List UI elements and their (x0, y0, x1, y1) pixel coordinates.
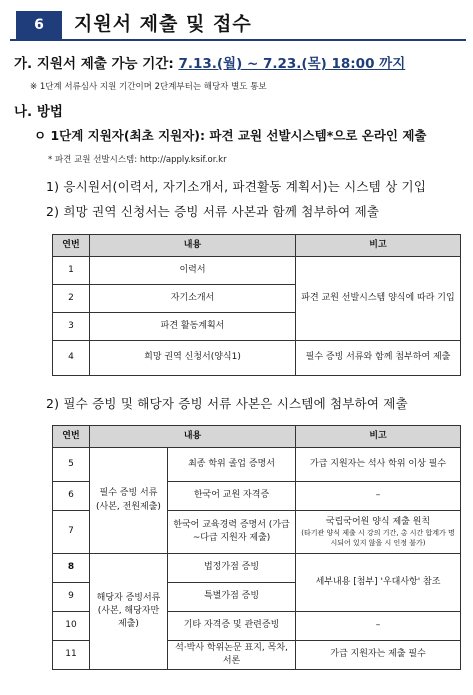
item-evidence-documents: 2) 필수 증빙 및 해당자 증빙 서류 사본은 시스템에 첨부하여 제출 (46, 396, 408, 411)
col-header-note: 비고 (296, 235, 461, 257)
row-no: 11 (53, 641, 90, 670)
row-content: 희망 권역 신청서(양식1) (90, 341, 296, 376)
row-content: 자기소개서 (90, 285, 296, 313)
col-header-no: 연번 (53, 426, 90, 448)
online-submission-bullet (34, 126, 427, 144)
bullet-text: 1단계 지원자(최초 지원자): 파견 교원 선발시스템*으로 온라인 제출 (50, 128, 427, 143)
period-value: 7.13.(월) ~ 7.23.(목) 18:00 까지 (178, 56, 406, 72)
col-header-content: 내용 (90, 235, 296, 257)
row-content: 한국어 교육경력 증명서 (가급~다급 지원자 제출) (168, 511, 296, 554)
row-note-merged: 세부내용 [첨부] '우대사항' 참조 (296, 554, 461, 612)
application-documents-table (52, 234, 461, 376)
row-no: 6 (53, 482, 90, 511)
col-header-content: 내용 (90, 426, 296, 448)
table-row (53, 257, 461, 285)
row-content: 파견 활동계획서 (90, 313, 296, 341)
bullet-mark: ㅇ (34, 128, 47, 143)
row-content: 최종 학위 졸업 증명서 (168, 448, 296, 482)
period-label: 가. 지원서 제출 가능 기간: (14, 56, 179, 72)
row-no: 2 (53, 285, 90, 313)
row-note (296, 511, 461, 554)
table-row (53, 448, 461, 482)
table-header-row (53, 235, 461, 257)
row-content: 한국어 교원 자격증 (168, 482, 296, 511)
item-application-form: 1) 응시원서(이력서, 자기소개서, 파견활동 계획서)는 시스템 상 기입 (46, 179, 427, 194)
system-url-note: * 파견 교원 선발시스템: http://apply.ksif.or.kr (48, 155, 227, 165)
section-header (10, 6, 466, 41)
row-note: 필수 증빙 서류와 함께 첨부하여 제출 (296, 341, 461, 376)
section-title: 지원서 제출 및 접수 (74, 13, 252, 35)
group-required-docs: 필수 증빙 서류 (사본, 전원제출) (90, 448, 168, 554)
row-no: 7 (53, 511, 90, 554)
row-content: 석·박사 학위논문 표지, 목차, 서론 (168, 641, 296, 670)
submission-period-line (14, 52, 405, 72)
period-note: ※ 1단계 서류심사 지원 기간이며 2단계부터는 해당자 별도 통보 (30, 82, 267, 92)
row-content: 이력서 (90, 257, 296, 285)
row-note: – (296, 482, 461, 511)
table-header-row (53, 426, 461, 448)
row-no: 8 (53, 554, 90, 583)
row-content: 특별가점 증빙 (168, 583, 296, 612)
group-optional-docs: 해당자 증빙서류 (사본, 해당자만 제출) (90, 554, 168, 670)
evidence-documents-table (52, 425, 461, 670)
row-content: 기타 자격증 및 관련증빙 (168, 612, 296, 641)
row-content: 법정가점 증빙 (168, 554, 296, 583)
row-note-merged: 파견 교원 선발시스템 양식에 따라 기입 (296, 257, 461, 341)
row-note: 가급 지원자는 제출 필수 (296, 641, 461, 670)
item-region-request: 2) 희망 권역 신청서는 증빙 서류 사본과 함께 첨부하여 제출 (46, 204, 380, 219)
table-row (53, 341, 461, 376)
row-note: – (296, 612, 461, 641)
row-no: 3 (53, 313, 90, 341)
method-title: 나. 방법 (14, 104, 63, 120)
col-header-note: 비고 (296, 426, 461, 448)
row-no: 9 (53, 583, 90, 612)
row-note-main: 국립국어원 양식 제출 원칙 (325, 517, 431, 528)
row-no: 10 (53, 612, 90, 641)
row-no: 4 (53, 341, 90, 376)
section-number-badge: 6 (16, 11, 62, 39)
row-no: 1 (53, 257, 90, 285)
row-note-sub: (타기관 양식 제출 시 강의 기간, 총 시간 합계가 명시되어 있지 않을 시 인정 불가) (301, 529, 455, 547)
row-no: 5 (53, 448, 90, 482)
table-row (53, 554, 461, 583)
col-header-no: 연번 (53, 235, 90, 257)
row-note: 가급 지원자는 석사 학위 이상 필수 (296, 448, 461, 482)
